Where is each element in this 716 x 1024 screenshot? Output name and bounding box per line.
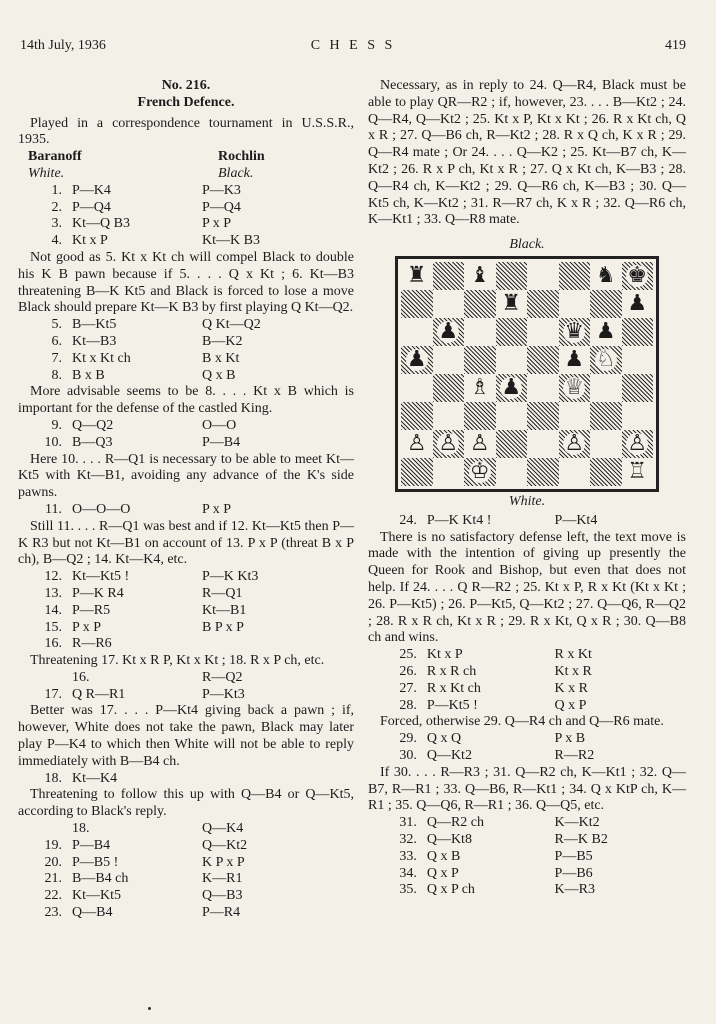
game-intro: Played in a correspondence tournament in U.S.S.R., 1935. xyxy=(18,115,354,148)
white-move: 18. xyxy=(72,821,90,837)
white-move: P—K4 xyxy=(72,182,111,198)
diagram-bottom-label: White. xyxy=(508,493,546,509)
board-square xyxy=(433,430,465,458)
move-number xyxy=(18,821,72,838)
right-game-text xyxy=(368,513,686,899)
move-row xyxy=(368,866,686,883)
move-row xyxy=(18,233,354,250)
board-square xyxy=(401,262,433,290)
move-number: 27. xyxy=(399,680,417,696)
black-move: Q—Kt2 xyxy=(202,837,248,853)
board-square xyxy=(559,262,591,290)
move-number: 24. xyxy=(399,512,417,528)
board-square xyxy=(433,402,465,430)
move-number: 9. xyxy=(51,417,62,433)
chess-piece: ♜ xyxy=(501,290,522,316)
black-move xyxy=(202,636,342,653)
move-number: 29. xyxy=(399,731,417,747)
white-move: Kt x P xyxy=(426,647,463,663)
white-move: Kt—B3 xyxy=(72,333,117,349)
move-number: 18. xyxy=(44,770,62,786)
chess-piece: ♙ xyxy=(406,430,427,456)
board-square xyxy=(464,374,496,402)
move-number: 28. xyxy=(399,697,417,713)
white-move: R x R ch xyxy=(426,663,477,679)
board-square xyxy=(590,290,622,318)
board-square xyxy=(559,318,591,346)
chess-piece: ♙ xyxy=(564,430,585,456)
white-player: Baranoff xyxy=(28,149,82,165)
annotation-paragraph: If 30. . . . R—R3 ; 31. Q—R2 ch, K—Kt1 ; 32. Q—B7, R—R1 ; 33. Q—B6, R—Kt1 ; 34. Q x KtP ch, K—R1 ; 35. Q—Q6, R—R1 ; 36. Q—Q5, etc. xyxy=(368,764,686,814)
annotation-paragraph: Not good as 5. Kt x Kt ch will compel Black to double his K B pawn because if 5. . . . Q x Kt ; 6. Kt—B3 threatening B—K Kt5 and Black is forced to lose a move Black should prepare Kt—K B3 by first playing Q Kt—Q2. xyxy=(18,249,354,316)
black-move: P—K3 xyxy=(202,182,241,198)
chess-piece: ♛ xyxy=(564,318,585,344)
move-row xyxy=(18,183,354,200)
white-move: Q—B4 xyxy=(72,905,113,921)
black-move: K—Kt2 xyxy=(554,815,600,831)
board-square xyxy=(622,290,654,318)
move-row xyxy=(18,905,354,922)
board-square xyxy=(464,402,496,430)
move-row xyxy=(18,435,354,452)
black-move: P—K Kt3 xyxy=(202,569,259,585)
board-square xyxy=(590,430,622,458)
black-move: K—R1 xyxy=(202,871,243,887)
white-move: Kt x P xyxy=(72,233,108,249)
board-diagram xyxy=(368,237,686,511)
board-square xyxy=(401,318,433,346)
board-square xyxy=(433,458,465,486)
chess-piece: ♕ xyxy=(564,374,585,400)
opening-name: French Defence. xyxy=(137,94,235,110)
black-move: R—Q2 xyxy=(202,669,243,685)
board-square xyxy=(496,318,528,346)
white-move: P—K Kt4 ! xyxy=(426,512,492,528)
move-row xyxy=(368,748,686,765)
move-number: 8. xyxy=(51,367,62,383)
board-square xyxy=(401,402,433,430)
board-square xyxy=(527,346,559,374)
chess-piece: ♚ xyxy=(627,262,648,288)
black-move: P x P xyxy=(202,216,232,232)
black-move: P x P xyxy=(202,501,232,517)
white-move: Q x Q xyxy=(426,731,462,747)
board-square xyxy=(622,374,654,402)
white-move: O—O—O xyxy=(72,501,131,517)
white-move: P—K R4 xyxy=(72,585,124,601)
black-move: R—K B2 xyxy=(554,831,608,847)
header-date: 14th July, 1936 xyxy=(20,38,106,53)
white-move: P—R5 xyxy=(72,602,111,618)
chess-board xyxy=(395,256,659,492)
chess-piece: ♙ xyxy=(438,430,459,456)
board-square xyxy=(590,346,622,374)
page-number: 419 xyxy=(665,38,686,53)
board-square xyxy=(559,458,591,486)
player-colors xyxy=(18,166,354,183)
board-square xyxy=(433,374,465,402)
board-square xyxy=(496,402,528,430)
annotation-paragraph: Here 10. . . . R—Q1 is necessary to be able to meet Kt—Kt5 with Kt—B1, avoiding any advance of the K's side pawns. xyxy=(18,451,354,501)
black-move: R—Q1 xyxy=(202,585,243,601)
board-square xyxy=(496,290,528,318)
chess-piece: ♟ xyxy=(406,346,427,372)
black-move: Kt—K B3 xyxy=(202,233,260,249)
annotation-paragraph: Better was 17. . . . P—Kt4 giving back a pawn ; if, however, White does not take the pawn, Black may later play P—K4 to which then White will not be able to reply immediately with B—B4 ch. xyxy=(18,703,354,769)
chess-piece: ♟ xyxy=(595,318,616,344)
move-number: 22. xyxy=(44,888,62,904)
black-move: P—Q4 xyxy=(202,199,241,215)
black-move: Q—B3 xyxy=(202,888,243,904)
board-square xyxy=(559,374,591,402)
white-move: Kt—Kt5 xyxy=(72,888,121,904)
move-number: 34. xyxy=(399,865,417,881)
black-move: P—B4 xyxy=(202,434,241,450)
board-square xyxy=(464,458,496,486)
chess-piece: ♙ xyxy=(627,430,648,456)
board-square xyxy=(590,458,622,486)
move-number: 2. xyxy=(51,199,62,215)
move-row xyxy=(18,502,354,519)
move-row xyxy=(18,569,354,586)
white-move: B x B xyxy=(72,367,105,383)
white-move: Q x P xyxy=(426,865,459,881)
board-square xyxy=(433,318,465,346)
move-row xyxy=(368,698,686,715)
white-move: B—B4 ch xyxy=(72,871,129,887)
move-row xyxy=(18,771,354,788)
move-row xyxy=(18,670,354,687)
annotation-paragraph: More advisable seems to be 8. . . . Kt x B which is important for the defense of the castled King. xyxy=(18,384,354,417)
white-move: Kt—Kt5 ! xyxy=(72,569,130,585)
move-number: 20. xyxy=(44,854,62,870)
black-move: P x B xyxy=(554,731,586,747)
white-move: Kt—K4 xyxy=(72,770,118,786)
white-move: P—Q4 xyxy=(72,199,111,215)
board-square xyxy=(433,346,465,374)
move-row xyxy=(368,849,686,866)
white-move: Q—Kt8 xyxy=(426,831,472,847)
white-move: Q—R2 ch xyxy=(426,815,484,831)
right-column xyxy=(368,78,686,899)
black-move: R x Kt xyxy=(554,647,592,663)
white-move: Q—Q2 xyxy=(72,417,114,433)
white-move: P—B5 ! xyxy=(72,854,119,870)
move-number: 26. xyxy=(399,663,417,679)
move-number: 19. xyxy=(44,837,62,853)
diagram-top-label: Black. xyxy=(509,237,545,253)
black-move: K x R xyxy=(554,680,588,696)
move-row xyxy=(368,731,686,748)
page-header xyxy=(20,38,686,58)
move-number: 1. xyxy=(51,182,62,198)
white-move: P—Kt5 ! xyxy=(426,697,478,713)
black-move: B x Kt xyxy=(202,350,240,366)
move-row xyxy=(368,882,686,899)
move-row xyxy=(368,815,686,832)
annotation-paragraph: Threatening to follow this up with Q—B4 or Q—Kt5, according to Black's reply. xyxy=(18,787,354,820)
board-square xyxy=(559,290,591,318)
black-move: K—R3 xyxy=(554,882,595,898)
move-number: 30. xyxy=(399,747,417,763)
board-square xyxy=(527,318,559,346)
white-move: B—Kt5 xyxy=(72,317,117,333)
move-row xyxy=(18,603,354,620)
board-square xyxy=(622,458,654,486)
annotation-paragraph: There is no satisfactory defense left, the text move is made with the intention of giving up presently the Queen for Rook and Bishop, but even that does not help. If 24. . . . Q R—R2 ; 25. Kt x P, R x Kt (Kt x Kt ; 26. P—Kt5) ; 26. P—Kt5, Q—Kt2 ; 27. Q—Q6, R—Q2 ; 28. R x R ch, Kt x R ; 29. R x Kt, Q x R ; 30. Q—B8 ch and wins. xyxy=(368,529,686,646)
black-label: Black. xyxy=(218,165,254,181)
chess-piece: ♜ xyxy=(406,262,427,288)
black-move: Kt—B1 xyxy=(202,602,247,618)
move-number: 11. xyxy=(45,501,62,517)
move-number: 14. xyxy=(44,602,62,618)
board-square xyxy=(496,374,528,402)
white-move: P x P xyxy=(72,619,102,635)
move-row xyxy=(18,687,354,704)
move-number: 15. xyxy=(44,619,62,635)
black-move: P—Kt3 xyxy=(202,686,245,702)
left-column xyxy=(18,78,354,922)
board-square xyxy=(464,346,496,374)
black-player: Rochlin xyxy=(218,149,265,165)
move-row xyxy=(18,821,354,838)
board-square xyxy=(559,346,591,374)
white-move: R x Kt ch xyxy=(426,680,481,696)
board-square xyxy=(559,402,591,430)
board-grid xyxy=(401,262,653,486)
black-move: B P x P xyxy=(202,619,244,635)
move-row xyxy=(18,855,354,872)
move-number: 7. xyxy=(51,350,62,366)
move-row xyxy=(18,216,354,233)
black-move: O—O xyxy=(202,417,237,433)
move-row xyxy=(18,838,354,855)
move-number: 33. xyxy=(399,848,417,864)
board-square xyxy=(590,402,622,430)
move-number: 21. xyxy=(44,871,62,887)
white-move: Q—Kt2 xyxy=(426,747,472,763)
black-move: P—B5 xyxy=(554,848,593,864)
white-move: R—R6 xyxy=(72,636,112,652)
move-number: 23. xyxy=(44,905,62,921)
board-square xyxy=(527,374,559,402)
board-square xyxy=(401,374,433,402)
move-number: 16. xyxy=(44,636,62,652)
board-square xyxy=(496,430,528,458)
move-row xyxy=(18,871,354,888)
move-row xyxy=(18,620,354,637)
board-square xyxy=(401,290,433,318)
move-row xyxy=(18,418,354,435)
black-move: Q—K4 xyxy=(202,821,244,837)
player-names xyxy=(18,149,354,166)
move-row xyxy=(368,832,686,849)
board-square xyxy=(401,458,433,486)
move-row xyxy=(18,888,354,905)
board-square xyxy=(622,430,654,458)
white-move: Q x B xyxy=(426,848,461,864)
board-square xyxy=(622,262,654,290)
board-square xyxy=(464,430,496,458)
stray-mark xyxy=(148,1007,151,1010)
black-move xyxy=(202,771,342,788)
move-row xyxy=(18,200,354,217)
move-number: 31. xyxy=(399,815,417,831)
white-move: Kt—Q B3 xyxy=(72,216,130,232)
chess-piece: ♝ xyxy=(469,262,490,288)
black-move: K P x P xyxy=(202,854,245,870)
move-row xyxy=(18,368,354,385)
move-number: 3. xyxy=(51,216,62,232)
move-row xyxy=(18,351,354,368)
move-row xyxy=(18,334,354,351)
board-square xyxy=(464,262,496,290)
white-move: Q R—R1 xyxy=(72,686,126,702)
black-move: P—Kt4 xyxy=(554,512,598,528)
board-square xyxy=(527,458,559,486)
header-title: C H E S S xyxy=(310,38,396,53)
board-square xyxy=(401,346,433,374)
board-square xyxy=(622,318,654,346)
chess-piece: ♟ xyxy=(627,290,648,316)
board-square xyxy=(590,262,622,290)
move-number xyxy=(18,670,72,687)
board-square xyxy=(464,318,496,346)
board-square xyxy=(527,402,559,430)
board-square xyxy=(496,346,528,374)
board-square xyxy=(496,262,528,290)
move-number: 17. xyxy=(44,686,62,702)
white-move: 16. xyxy=(72,669,90,685)
move-number: 4. xyxy=(51,233,62,249)
board-square xyxy=(527,430,559,458)
chess-piece: ♞ xyxy=(595,262,616,288)
board-square xyxy=(527,262,559,290)
black-move: Q x B xyxy=(202,367,236,383)
white-move: Kt x Kt ch xyxy=(72,350,131,366)
chess-piece: ♗ xyxy=(469,374,490,400)
chess-piece: ♘ xyxy=(595,346,616,372)
chess-piece: ♙ xyxy=(469,430,490,456)
white-move: B—Q3 xyxy=(72,434,113,450)
black-move: Q Kt—Q2 xyxy=(202,317,261,333)
white-move: P—B4 xyxy=(72,837,111,853)
move-row xyxy=(368,681,686,698)
move-row xyxy=(18,586,354,603)
black-move: Kt x R xyxy=(554,663,592,679)
white-label: White. xyxy=(28,165,65,181)
board-square xyxy=(590,318,622,346)
black-move: B—K2 xyxy=(202,333,243,349)
board-square xyxy=(559,430,591,458)
board-square xyxy=(433,262,465,290)
chess-piece: ♖ xyxy=(627,458,648,484)
move-number: 6. xyxy=(51,333,62,349)
black-move: R—R2 xyxy=(554,747,595,763)
move-row xyxy=(18,636,354,653)
move-number: 12. xyxy=(44,569,62,585)
move-number: 5. xyxy=(51,317,62,333)
board-square xyxy=(433,290,465,318)
white-move: Q x P ch xyxy=(426,882,475,898)
game-number: No. 216. xyxy=(161,78,211,93)
chess-piece: ♟ xyxy=(438,318,459,344)
board-square xyxy=(496,458,528,486)
chess-piece: ♔ xyxy=(469,458,490,484)
board-square xyxy=(464,290,496,318)
chess-piece: ♟ xyxy=(564,346,585,372)
move-row xyxy=(368,647,686,664)
move-number: 10. xyxy=(44,434,62,450)
board-square xyxy=(590,374,622,402)
black-move: Q x P xyxy=(554,697,587,713)
board-square xyxy=(527,290,559,318)
board-square xyxy=(622,402,654,430)
move-number: 35. xyxy=(399,882,417,898)
annotation-paragraph: Forced, otherwise 29. Q—R4 ch and Q—R6 mate. xyxy=(380,714,664,730)
chess-piece: ♟ xyxy=(501,374,522,400)
black-move: P—B6 xyxy=(554,865,593,881)
move-number: 25. xyxy=(399,647,417,663)
board-square xyxy=(401,430,433,458)
board-square xyxy=(622,346,654,374)
move-number: 13. xyxy=(44,585,62,601)
annotation-23: Necessary, as in reply to 24. Q—R4, Black must be able to play QR—R2 ; if, however, 23. . . . B—Kt2 ; 24. Q—R4, Q—Kt2 ; 25. Kt x P, Kt x Kt ; 26. R x Kt ch, Q x R ; 27. Q—B6 ch, R—Kt2 ; 28. R x Q ch, K x R ; 29. Q—R4 mate ; Or 24. . . . Q—K2 ; 25. Kt—B7 ch, K—Kt2 ; 26. R x P ch, Kt x R ; 27. Q x Kt ch, K—B3 ; 28. Q—R4 ch, K—Kt2 ; 29. Q—R6 ch, K—B3 ; 30. Q—Kt5 ch, K—Kt2 ; 31. R—R7 ch, K x R ; 32. Q—R6 ch, K—Kt1 ; 33. Q—R8 mate. xyxy=(368,78,686,228)
move-number: 32. xyxy=(399,831,417,847)
black-move: P—R4 xyxy=(202,905,241,921)
annotation-paragraph: Threatening 17. Kt x R P, Kt x Kt ; 18. R x P ch, etc. xyxy=(30,653,325,669)
move-row xyxy=(368,664,686,681)
annotation-paragraph: Still 11. . . . R—Q1 was best and if 12. Kt—Kt5 then P—K R3 but not Kt—B1 on account of 13. P x P (threat B x P ch), B—Q2 ; 14. Kt—K4, etc. xyxy=(18,518,354,568)
move-row xyxy=(18,317,354,334)
move-row xyxy=(368,513,686,530)
left-game-text xyxy=(18,183,354,922)
